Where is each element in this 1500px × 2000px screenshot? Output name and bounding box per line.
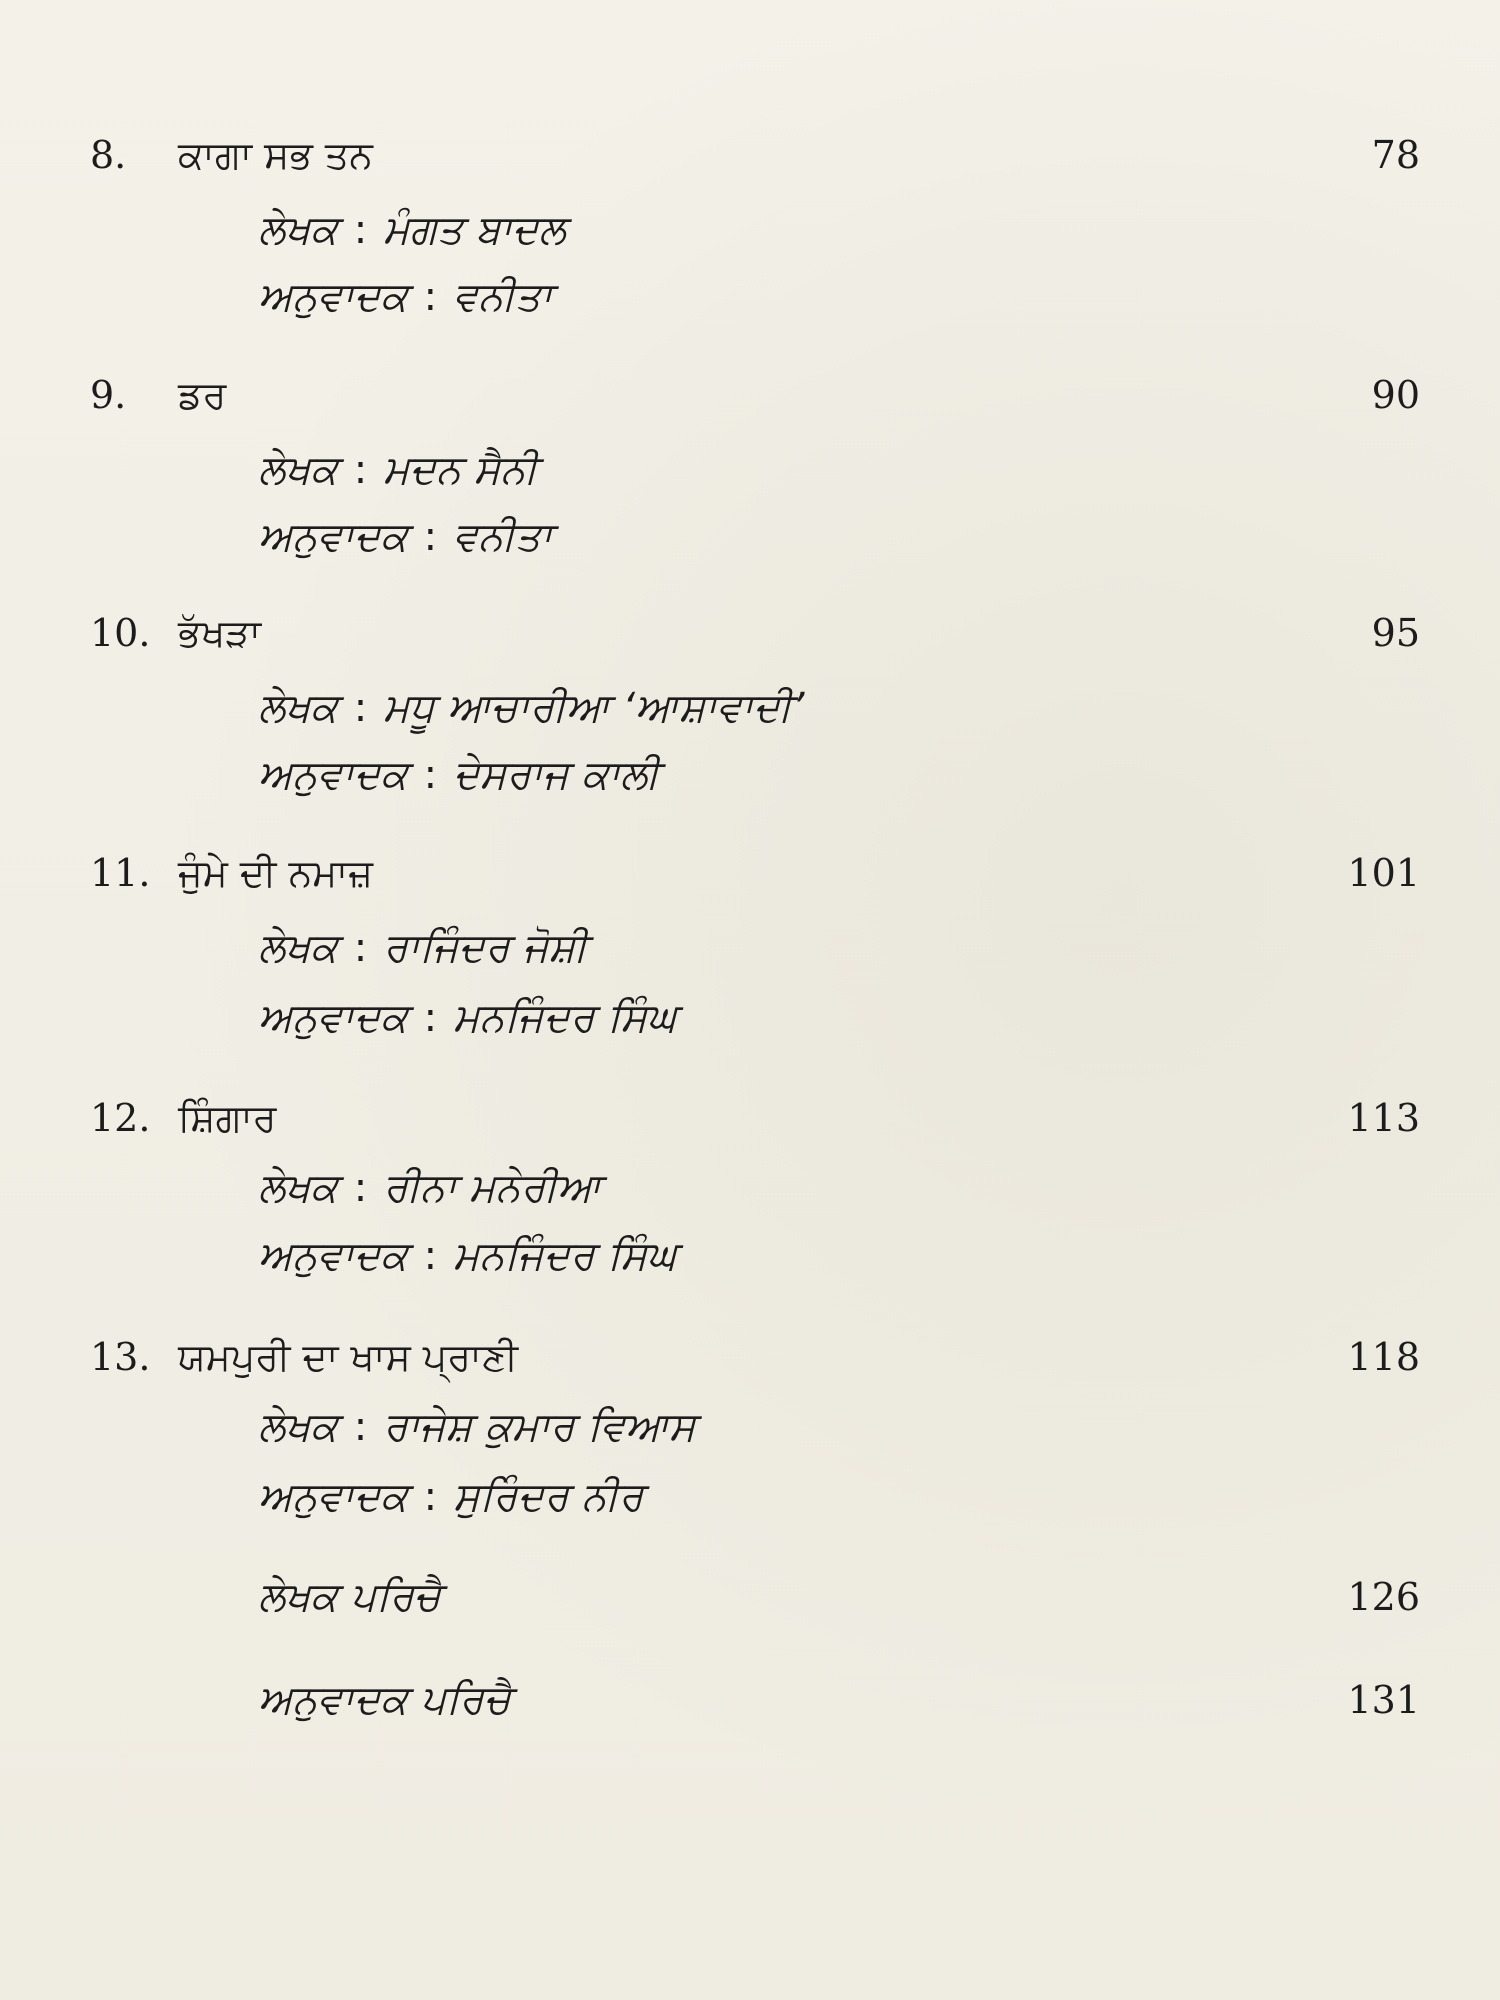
entry-number: 8. <box>90 133 127 177</box>
entry-number: 12. <box>90 1096 151 1140</box>
appendix-label: ਲੇਖਕ ਪਰਿਚੈ <box>258 1574 441 1620</box>
separator: : <box>353 1404 368 1450</box>
separator: : <box>353 207 368 253</box>
entry-number: 11. <box>90 851 151 895</box>
separator: : <box>353 1165 368 1211</box>
translator-line <box>258 745 659 805</box>
separator: : <box>353 447 368 493</box>
author-name: ਰੀਨਾ ਮਨੇਰੀਆ <box>383 1165 601 1211</box>
separator: : <box>423 1233 438 1279</box>
entry-title-row <box>90 843 1420 903</box>
entry-title: ਯਮਪੁਰੀ ਦਾ ਖਾਸ ਪ੍ਰਾਣੀ <box>178 1335 519 1379</box>
author-label: ਲੇਖਕ <box>258 207 338 253</box>
appendix-page-number: 126 <box>1347 1575 1420 1619</box>
translator-name: ਦੇਸਰਾਜ ਕਾਲੀ <box>453 752 660 798</box>
author-name: ਰਾਜੇਸ਼ ਕੁਮਾਰ ਵਿਆਸ <box>383 1404 696 1450</box>
translator-label: ਅਨੁਵਾਦਕ <box>258 1474 408 1520</box>
translator-name: ਸੁਰਿੰਦਰ ਨੀਰ <box>453 1474 644 1520</box>
translator-label: ਅਨੁਵਾਦਕ <box>258 274 408 320</box>
separator: : <box>423 274 438 320</box>
entry-title: ਭੱਖੜਾ <box>178 611 262 655</box>
translator-name: ਮਨਜਿੰਦਰ ਸਿੰਘ <box>453 1233 677 1279</box>
entry-number: 9. <box>90 373 127 417</box>
translator-name: ਵਨੀਤਾ <box>453 514 553 560</box>
entry-page-number: 95 <box>1371 611 1420 655</box>
entry-page-number: 101 <box>1347 851 1420 895</box>
separator: : <box>353 925 368 971</box>
translator-label: ਅਨੁਵਾਦਕ <box>258 514 408 560</box>
entry-title-row <box>90 125 1420 185</box>
toc-author-profiles <box>258 1567 1420 1627</box>
entry-number: 13. <box>90 1335 151 1379</box>
author-name: ਮਧੂ ਆਚਾਰੀਆ ‘ਆਸ਼ਾਵਾਦੀ’ <box>383 685 805 731</box>
entry-title-row <box>90 365 1420 425</box>
entry-title-row <box>90 1088 1420 1148</box>
appendix-page-number: 131 <box>1347 1678 1420 1722</box>
author-name: ਮੰਗਤ ਬਾਦਲ <box>383 207 566 253</box>
entry-title-row <box>90 603 1420 663</box>
translator-name: ਵਨੀਤਾ <box>453 274 553 320</box>
author-label: ਲੇਖਕ <box>258 685 338 731</box>
translator-label: ਅਨੁਵਾਦਕ <box>258 1233 408 1279</box>
author-name: ਮਦਨ ਸੈਨੀ <box>383 447 538 493</box>
entry-title: ਜੁੰਮੇ ਦੀ ਨਮਾਜ਼ <box>178 851 373 895</box>
author-line <box>258 200 566 260</box>
translator-line <box>258 1467 643 1527</box>
author-line <box>258 1397 696 1457</box>
toc-translator-profiles <box>258 1670 1420 1730</box>
translator-name: ਮਨਜਿੰਦਰ ਸਿੰਘ <box>453 995 677 1041</box>
author-line <box>258 918 587 978</box>
entry-page-number: 90 <box>1371 373 1420 417</box>
translator-line <box>258 1226 677 1286</box>
translator-label: ਅਨੁਵਾਦਕ <box>258 752 408 798</box>
entry-title: ਕਾਗਾ ਸਭ ਤਨ <box>178 133 373 177</box>
entry-number: 10. <box>90 611 151 655</box>
separator: : <box>423 514 438 560</box>
appendix-label: ਅਨੁਵਾਦਕ ਪਰਿਚੈ <box>258 1677 511 1723</box>
translator-label: ਅਨੁਵਾਦਕ <box>258 995 408 1041</box>
author-label: ਲੇਖਕ <box>258 925 338 971</box>
author-label: ਲੇਖਕ <box>258 1404 338 1450</box>
entry-page-number: 78 <box>1371 133 1420 177</box>
author-label: ਲੇਖਕ <box>258 1165 338 1211</box>
author-label: ਲੇਖਕ <box>258 447 338 493</box>
separator: : <box>423 1474 438 1520</box>
entry-title: ਡਰ <box>178 373 227 417</box>
entry-page-number: 113 <box>1347 1096 1420 1140</box>
separator: : <box>353 685 368 731</box>
author-line <box>258 1158 601 1218</box>
translator-line <box>258 507 552 567</box>
author-line <box>258 678 804 738</box>
separator: : <box>423 752 438 798</box>
entry-title-row <box>90 1327 1420 1387</box>
entry-page-number: 118 <box>1347 1335 1420 1379</box>
author-name: ਰਾਜਿੰਦਰ ਜੋਸ਼ੀ <box>383 925 588 971</box>
author-line <box>258 440 537 500</box>
separator: : <box>423 995 438 1041</box>
entry-title: ਸ਼ਿੰਗਾਰ <box>178 1096 277 1140</box>
translator-line <box>258 267 552 327</box>
translator-line <box>258 988 677 1048</box>
